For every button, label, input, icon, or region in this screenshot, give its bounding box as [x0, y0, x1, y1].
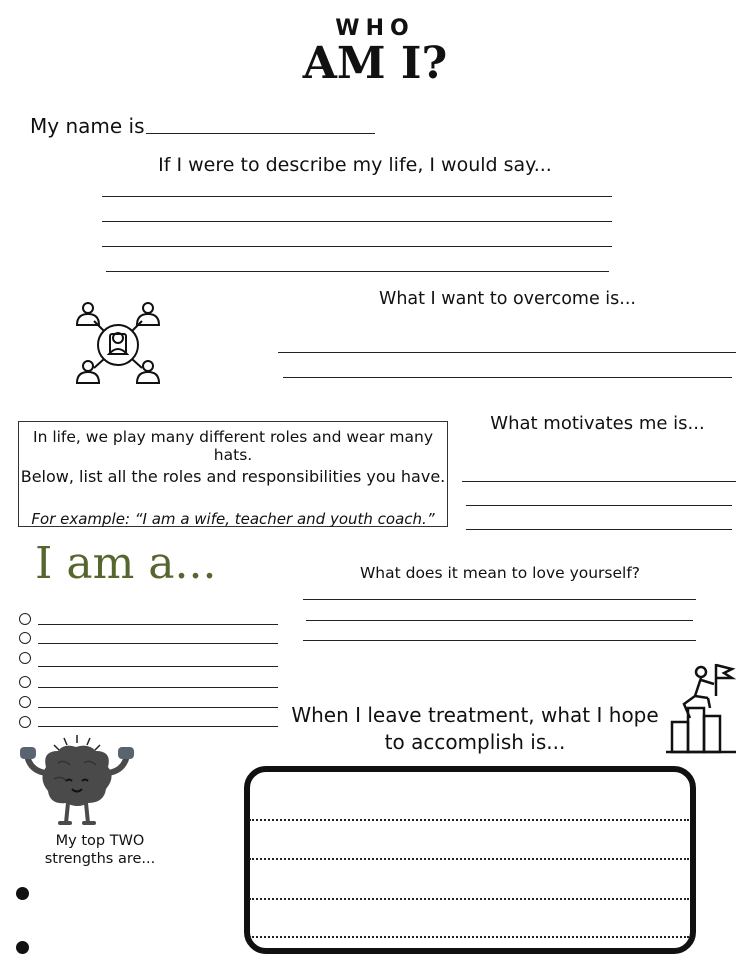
- strength-bullet-1: [16, 887, 29, 900]
- overcome-line-2[interactable]: [283, 377, 732, 378]
- radio-1[interactable]: [19, 613, 31, 625]
- love-line-1[interactable]: [303, 599, 696, 600]
- accomplish-line-4[interactable]: [249, 936, 689, 938]
- love-line-3[interactable]: [303, 640, 696, 641]
- overcome-line-1[interactable]: [278, 352, 736, 353]
- motivates-line-2[interactable]: [466, 505, 732, 506]
- describe-line-1[interactable]: [102, 196, 612, 197]
- motivates-line-1[interactable]: [462, 481, 736, 482]
- radio-6[interactable]: [19, 716, 31, 728]
- treatment-prompt: When I leave treatment, what I hope to accomplish is...: [291, 703, 659, 754]
- roles-box-example: For example: “I am a wife, teacher and youth coach.”: [31, 510, 435, 528]
- motivates-prompt: What motivates me is...: [490, 413, 705, 434]
- roles-box-line-2: Below, list all the roles and responsibilities you have.: [20, 467, 446, 486]
- roles-box-line-1: In life, we play many different roles and wear many hats.: [33, 428, 433, 464]
- accomplish-box[interactable]: [244, 766, 696, 954]
- role-line-3[interactable]: [38, 666, 278, 667]
- accomplish-line-3[interactable]: [249, 898, 689, 900]
- accomplish-line-2[interactable]: [249, 858, 689, 860]
- describe-line-2[interactable]: [102, 221, 612, 222]
- name-line[interactable]: [146, 133, 375, 134]
- love-prompt: What does it mean to love yourself?: [359, 564, 641, 582]
- strengths-prompt: My top TWO strengths are...: [44, 833, 156, 867]
- describe-prompt: If I were to describe my life, I would say...: [158, 154, 552, 176]
- love-line-2[interactable]: [306, 620, 693, 621]
- radio-2[interactable]: [19, 632, 31, 644]
- strong-brain-icon: [18, 733, 136, 831]
- accomplish-line-1[interactable]: [249, 819, 689, 821]
- climber-flag-icon: [664, 660, 738, 754]
- role-line-4[interactable]: [38, 687, 278, 688]
- motivates-line-3[interactable]: [466, 529, 732, 530]
- title-am-i: AM I?: [302, 38, 448, 89]
- describe-line-3[interactable]: [102, 246, 612, 247]
- title-who: WHO: [335, 16, 415, 41]
- describe-line-4[interactable]: [106, 271, 609, 272]
- strength-bullet-2: [16, 941, 29, 954]
- role-line-6[interactable]: [38, 726, 278, 727]
- radio-3[interactable]: [19, 652, 31, 664]
- radio-5[interactable]: [19, 696, 31, 708]
- people-network-icon: [72, 298, 164, 388]
- i-am-heading: I am a...: [35, 538, 217, 589]
- roles-box: [18, 421, 448, 527]
- role-line-1[interactable]: [38, 624, 278, 625]
- radio-4[interactable]: [19, 676, 31, 688]
- overcome-prompt: What I want to overcome is...: [379, 289, 636, 309]
- role-line-2[interactable]: [38, 643, 278, 644]
- role-line-5[interactable]: [38, 707, 278, 708]
- name-prompt: My name is: [30, 114, 145, 138]
